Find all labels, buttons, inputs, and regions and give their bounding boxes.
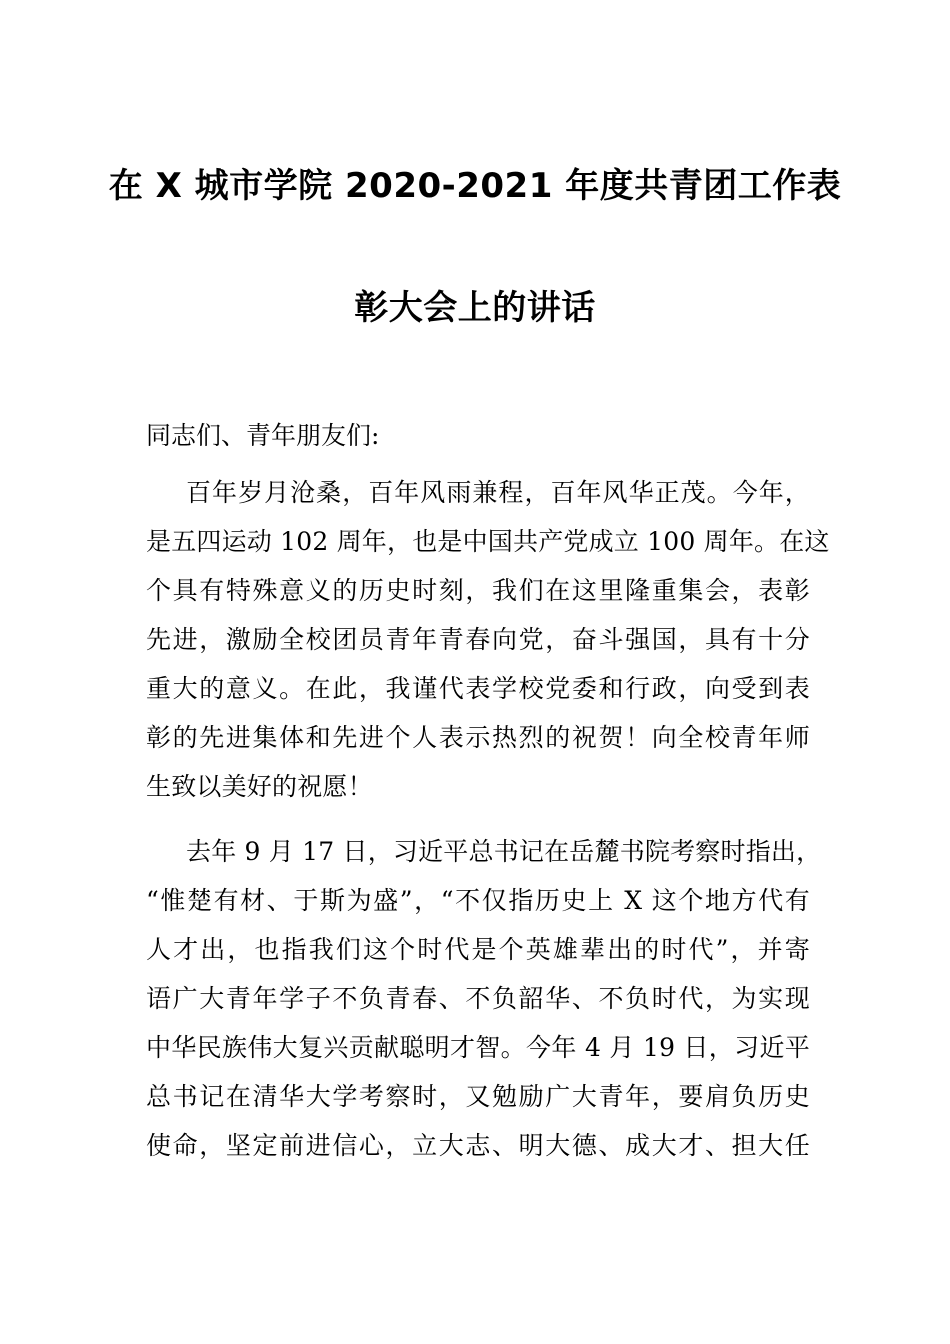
paragraph-1-line-3: 个具有特殊意义的历史时刻，我们在这里隆重集会，表彰 — [146, 576, 810, 605]
paragraph-2-line-1: 去年 9 月 17 日，习近平总书记在岳麓书院考察时指出， — [186, 837, 822, 866]
paragraph-2-line-6: 总书记在清华大学考察时，又勉励广大青年，要肩负历史 — [146, 1082, 810, 1111]
paragraph-1-line-2: 是五四运动 102 周年，也是中国共产党成立 100 周年。在这 — [146, 527, 830, 556]
paragraph-2-line-2: “惟楚有材、于斯为盛”，“不仅指历史上 X 这个地方代有 — [146, 886, 810, 915]
paragraph-1-line-7: 生致以美好的祝愿！ — [146, 772, 373, 801]
salutation: 同志们、青年朋友们: — [146, 421, 380, 450]
paragraph-1-line-4: 先进，激励全校团员青年青春向党，奋斗强国，具有十分 — [146, 625, 810, 654]
paragraph-1-line-1: 百年岁月沧桑，百年风雨兼程，百年风华正茂。今年， — [186, 478, 810, 507]
paragraph-1-line-6: 彰的先进集体和先进个人表示热烈的祝贺！向全校青年师 — [146, 723, 810, 752]
paragraph-2-line-7: 使命，坚定前进信心，立大志、明大德、成大才、担大任 — [146, 1131, 810, 1160]
paragraph-2-line-5: 中华民族伟大复兴贡献聪明才智。今年 4 月 19 日，习近平 — [146, 1033, 810, 1062]
document-title-line-2: 彰大会上的讲话 — [354, 288, 596, 328]
paragraph-1-line-5: 重大的意义。在此，我谨代表学校党委和行政，向受到表 — [146, 674, 810, 703]
document-title-line-1: 在 X 城市学院 2020-2021 年度共青团工作表 — [108, 166, 842, 206]
paragraph-2-line-3: 人才出，也指我们这个时代是个英雄辈出的时代”，并寄 — [146, 935, 810, 964]
paragraph-2-line-4: 语广大青年学子不负青春、不负韶华、不负时代，为实现 — [146, 984, 810, 1013]
